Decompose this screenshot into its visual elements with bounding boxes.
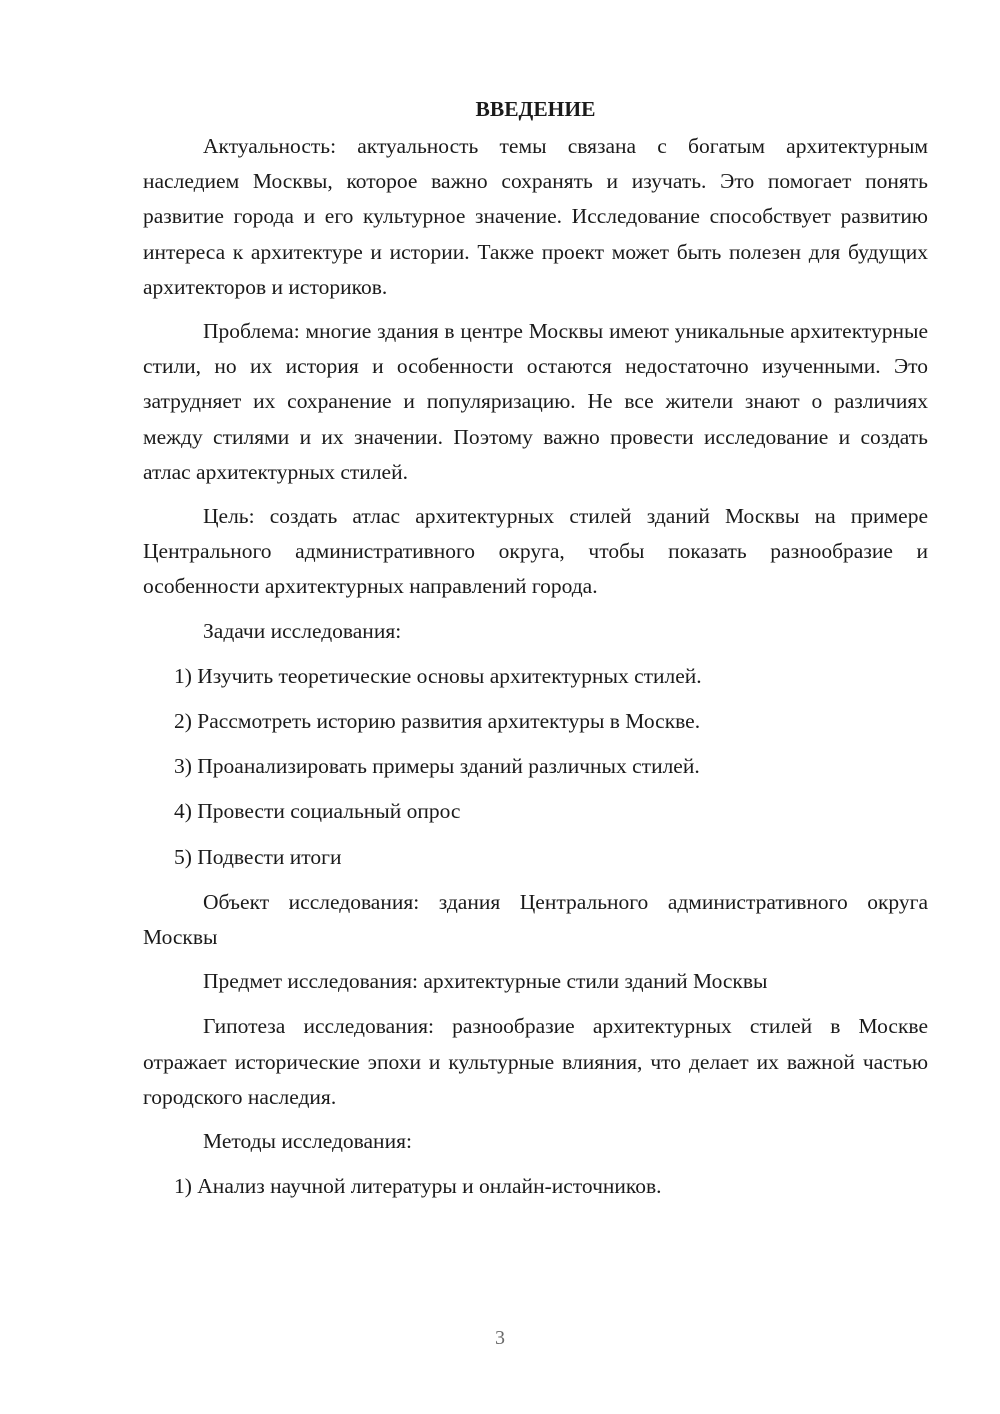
problem-paragraph: Проблема: многие здания в центре Москвы имеют уникальные архитектурные стили, но их история и особенности остаются недостаточно изученными. Это затрудняет их сохранение и популяризацию. Не все жители знают о различиях между стилями и их значении. Поэтому важно провести исследование и создать атлас архитектурных стилей. (143, 319, 928, 484)
page-number: 3 (495, 1327, 505, 1349)
subject-paragraph: Предмет исследования: архитектурные стили зданий Москвы (203, 969, 768, 994)
list-item: 4) Провести социальный опрос (174, 799, 461, 824)
section-title: ВВЕДЕНИЕ (475, 97, 596, 121)
list-item: 1) Анализ научной литературы и онлайн-источников. (174, 1174, 662, 1199)
hypothesis-paragraph: Гипотеза исследования: разнообразие архитектурных стилей в Москве отражает исторические эпохи и культурные влияния, что делает их важной частью городского наследия. (143, 1014, 928, 1109)
list-item: 3) Проанализировать примеры зданий различных стилей. (174, 754, 700, 779)
tasks-heading: Задачи исследования: (203, 618, 402, 643)
goal-paragraph: Цель: создать атлас архитектурных стилей зданий Москвы на примере Центрального административного округа, чтобы показать разнообразие и особенности архитектурных направлений города. (143, 504, 928, 599)
document-page (143, 92, 928, 1214)
list-item: 2) Рассмотреть историю развития архитектуры в Москве. (174, 709, 701, 734)
methods-list (143, 1169, 928, 1204)
methods-heading: Методы исследования: (203, 1129, 412, 1154)
tasks-list (143, 659, 928, 875)
list-item: 5) Подвести итоги (174, 844, 342, 869)
object-paragraph: Объект исследования: здания Центрального административного округа Москвы (143, 889, 928, 950)
list-item: 1) Изучить теоретические основы архитектурных стилей. (174, 663, 702, 688)
relevance-paragraph: Актуальность: актуальность темы связана с богатым архитектурным наследием Москвы, которое важно сохранять и изучать. Это помогает понять развитие города и его культурное значение. Исследование способствует развитию интереса к архитектуре и истории. Также проект может быть полезен для будущих архитекторов и историков. (143, 134, 928, 299)
